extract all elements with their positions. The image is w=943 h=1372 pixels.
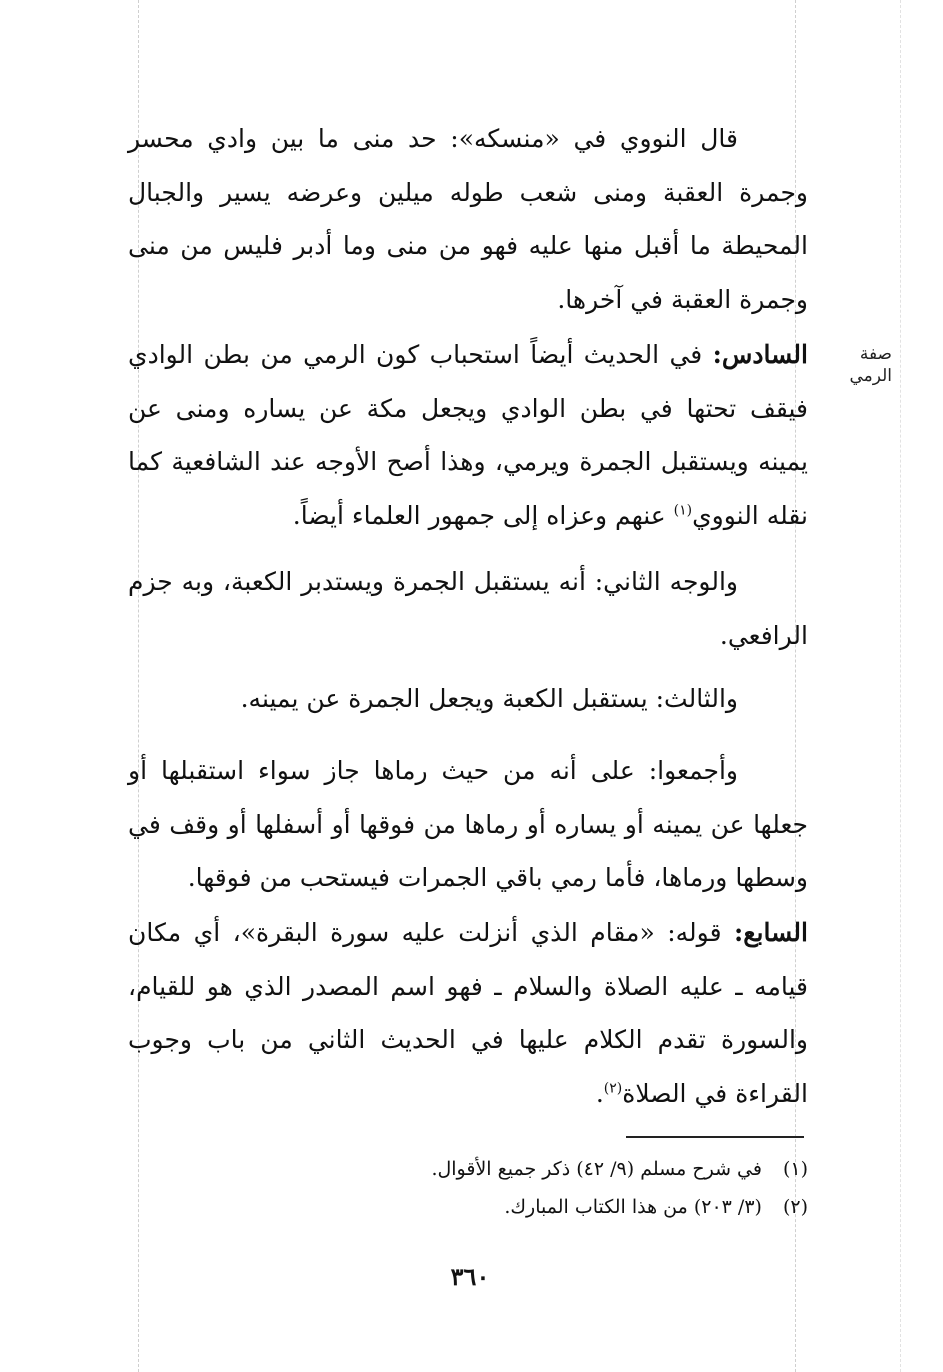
- footnote-item: [300, 1150, 808, 1188]
- paragraph-text: وأجمعوا: على أنه من حيث رماها جاز سواء استقبلها أو جعلها عن يمينه أو يساره أو رماها من فوقها أو أسفلها أو وقف في وسطها ورماها، فأما رمي باقي الجمرات فيستحب من فوقها.: [128, 756, 808, 892]
- paragraph-seventh: [128, 906, 808, 1120]
- paragraph-consensus: [128, 744, 808, 905]
- paragraph-second-view: [128, 555, 808, 662]
- paragraph-nawawi-mina: [128, 112, 808, 326]
- paragraph-lead: السابع:: [734, 918, 808, 947]
- footnote-text: في شرح مسلم (٩/ ٤٢) ذكر جميع الأقوال.: [431, 1158, 762, 1180]
- paragraph-lead: السادس:: [712, 340, 808, 369]
- footnote-reference[interactable]: (١): [673, 502, 693, 519]
- paragraph-sixth: [128, 328, 808, 542]
- margin-note: صفة الرمي: [849, 344, 892, 386]
- paragraph-text: قال النووي في «منسكه»: حد منى ما بين وادي محسر وجمرة العقبة ومنى شعب طوله ميلين وعرضه يسير والجبال المحيطة ما أقبل منها عليه فهو من منى وما أدبر فليس من منى وجمرة العقبة في آخرها.: [128, 124, 808, 314]
- footnote-divider: [626, 1136, 804, 1138]
- footnote-item: [300, 1188, 808, 1226]
- scan-guide-line: [900, 0, 901, 1372]
- paragraph-text: قوله: «مقام الذي أنزلت عليه سورة البقرة»، أي مكان قيامه ـ عليه الصلاة والسلام ـ فهو اسم المصدر الذي هو للقيام، والسورة تقدم الكلام عليها في الحديث الثاني من باب وجوب القراءة في الصلاة: [128, 918, 808, 1108]
- paragraph-text: عنهم وعزاه إلى جمهور العلماء أيضاً.: [292, 500, 674, 530]
- paragraph-text: والوجه الثاني: أنه يستقبل الجمرة ويستدبر الكعبة، وبه جزم الرافعي.: [128, 567, 808, 650]
- page-number: ٣٦٠: [450, 1262, 490, 1291]
- paragraph-text: في الحديث أيضاً استحباب كون الرمي من بطن الوادي فيقف تحتها في بطن الوادي ويجعل مكة عن يساره ومنى عن يمينه ويستقبل الجمرة ويرمي، وهذا أصح الأوجه عند الشافعية كما نقله النووي: [128, 340, 808, 530]
- paragraph-text: .: [595, 1078, 604, 1108]
- footnotes: [300, 1150, 808, 1226]
- footnote-number: (١): [782, 1158, 808, 1180]
- paragraph-third-view: [128, 672, 808, 726]
- paragraph-text: والثالث: يستقبل الكعبة ويجعل الجمرة عن يمينه.: [240, 684, 738, 713]
- footnote-text: (٣/ ٢٠٣) من هذا الكتاب المبارك.: [504, 1196, 762, 1218]
- footnote-reference[interactable]: (٢): [603, 1080, 623, 1097]
- footnote-number: (٢): [782, 1196, 808, 1218]
